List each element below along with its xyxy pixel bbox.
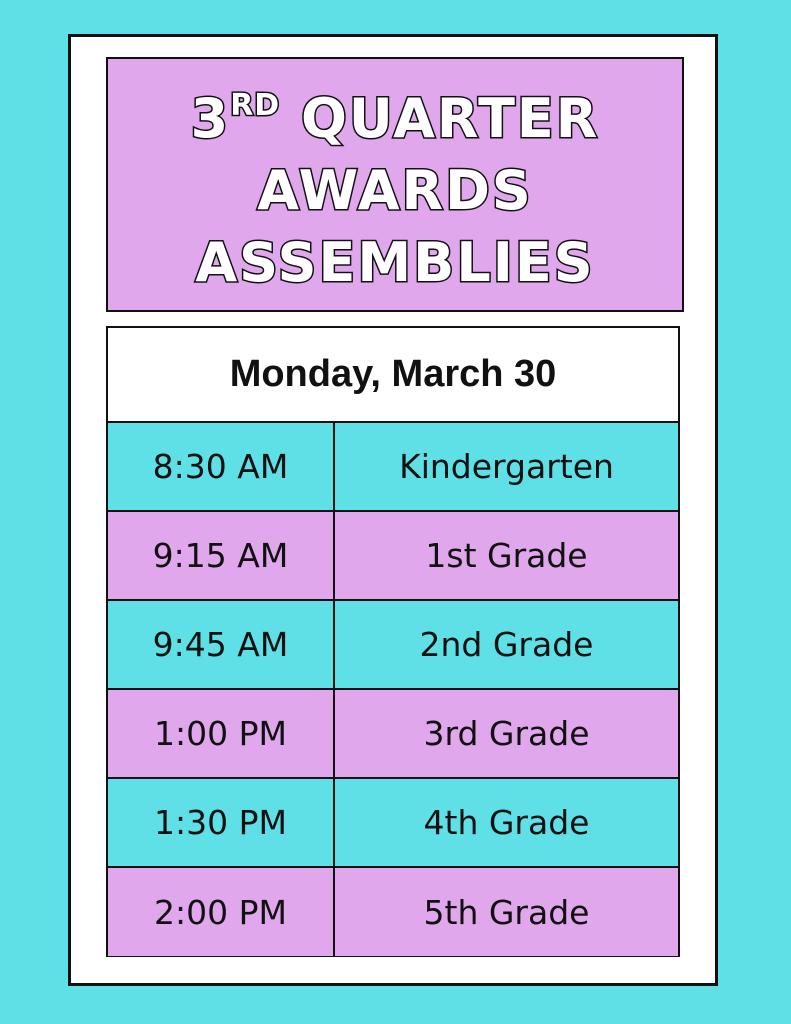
time-cell: 9:15 AM [108,512,335,599]
grade-cell: 2nd Grade [419,625,594,664]
table-row [108,512,678,601]
title-ordinal-suffix: RD [230,88,281,123]
grade-cell: Kindergarten [399,447,614,486]
table-row [108,868,678,956]
schedule-table [106,326,680,957]
grade-cell: 4th Grade [423,803,590,842]
table-row [108,690,678,779]
grade-cell: 3rd Grade [423,714,590,753]
time-cell: 2:00 PM [108,868,335,956]
grade-cell: 5th Grade [423,892,590,932]
title-line-1 [191,70,600,155]
title-line-3: ASSEMBLIES [195,231,595,294]
table-row [108,423,678,512]
time-cell: 8:30 AM [108,423,335,510]
table-row [108,601,678,690]
time-cell: 9:45 AM [108,601,335,688]
title-line-2: AWARDS [257,159,533,222]
title-quarter-word: QUARTER [301,87,600,150]
title-ordinal-number: 3 [190,87,231,150]
schedule-date: Monday, March 30 [108,328,678,423]
title-banner [106,57,684,312]
table-row [108,779,678,868]
time-cell: 1:30 PM [108,779,335,866]
schedule-rows [108,423,678,956]
grade-cell: 1st Grade [425,536,588,575]
time-cell: 1:00 PM [108,690,335,777]
